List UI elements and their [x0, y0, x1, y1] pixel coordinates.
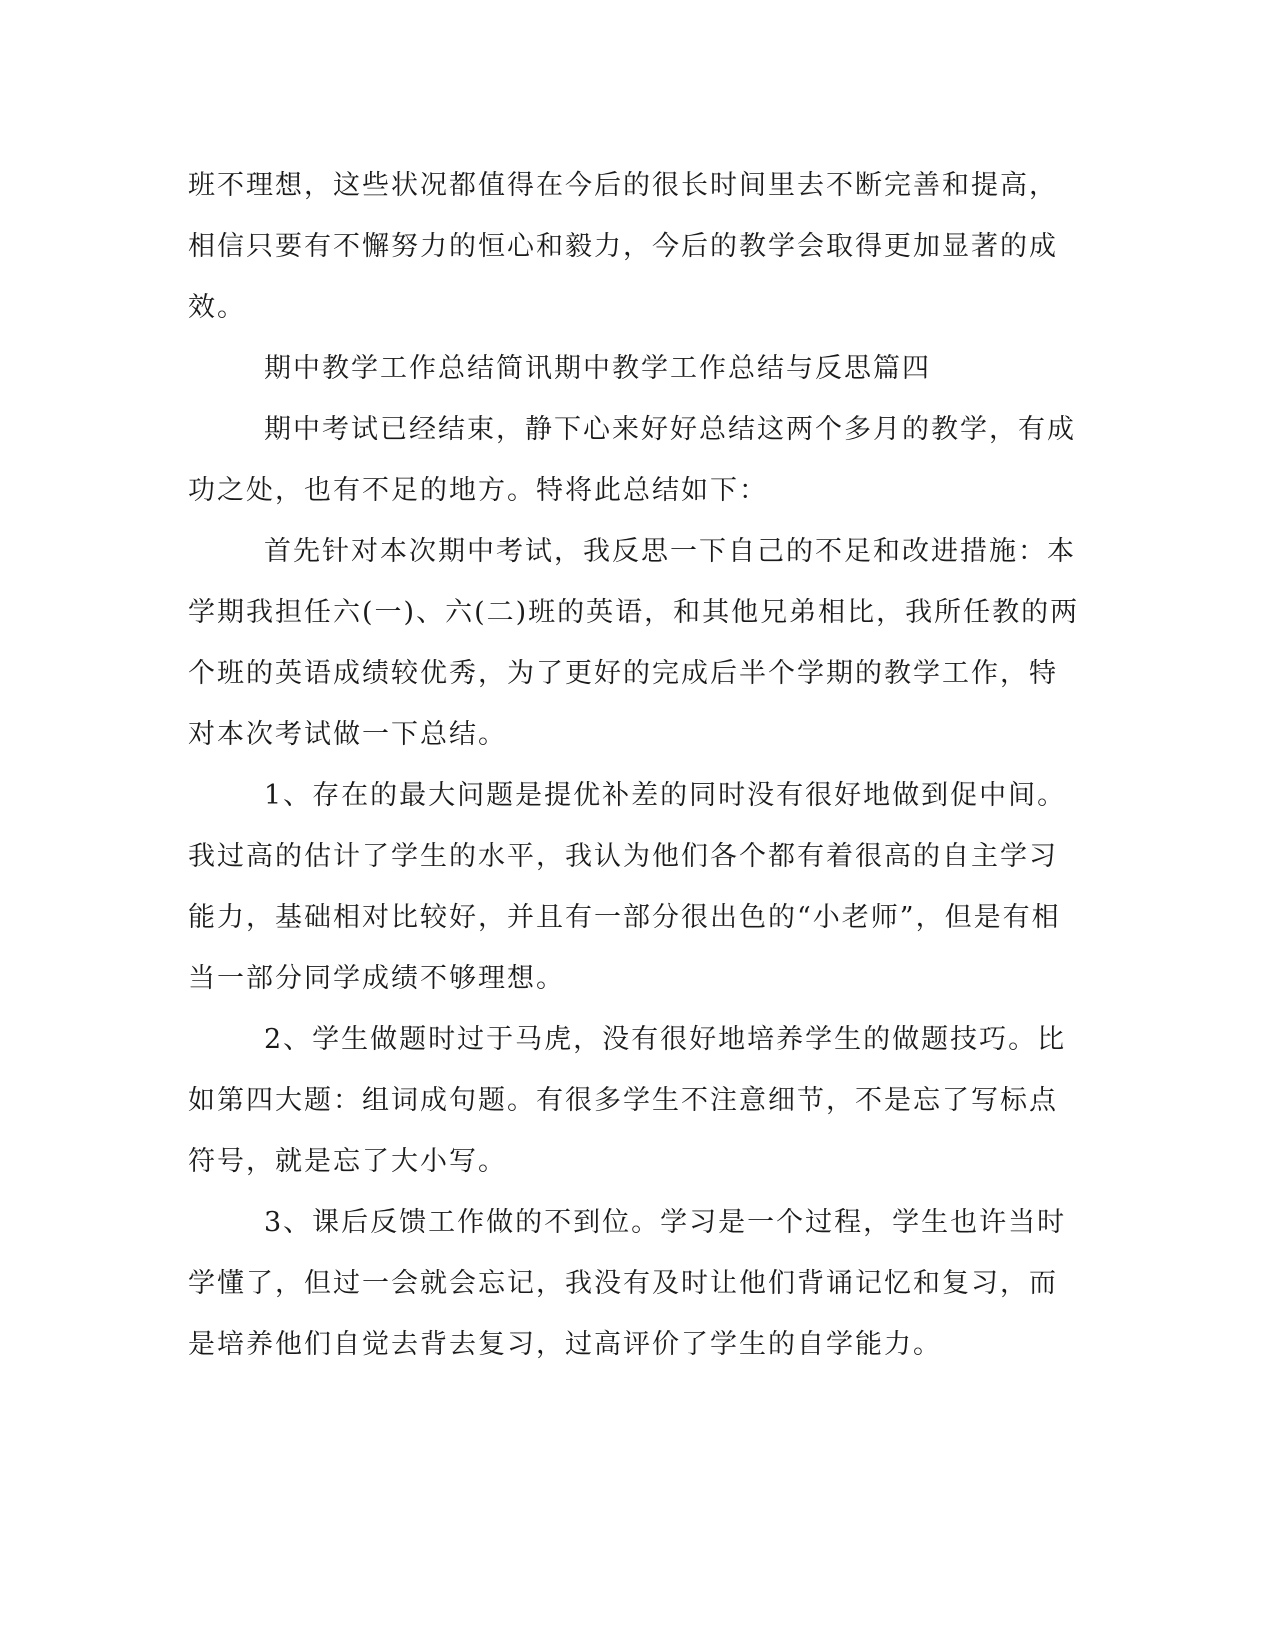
- text-line: 学懂了，但过一会就会忘记，我没有及时让他们背诵记忆和复习，而: [188, 1268, 1058, 1299]
- paragraph-point-2: [188, 1009, 1088, 1192]
- section-heading: [188, 338, 1088, 399]
- document-body: [188, 155, 1088, 1375]
- text-line: 符号，就是忘了大小写。: [188, 1146, 507, 1177]
- text-line: 3、课后反馈工作做的不到位。学习是一个过程，学生也许当时: [264, 1207, 1067, 1238]
- text-line: 能力，基础相对比较好，并且有一部分很出色的“小老师”，但是有相: [188, 902, 1061, 933]
- heading-line: 期中教学工作总结简讯期中教学工作总结与反思篇四: [264, 353, 931, 384]
- text-line: 个班的英语成绩较优秀，为了更好的完成后半个学期的教学工作，特: [188, 658, 1058, 689]
- text-line: 对本次考试做一下总结。: [188, 719, 507, 750]
- text-line: 功之处，也有不足的地方。特将此总结如下：: [188, 475, 768, 506]
- text-line: 2、学生做题时过于马虎，没有很好地培养学生的做题技巧。比: [264, 1024, 1067, 1055]
- text-line: 首先针对本次期中考试，我反思一下自己的不足和改进措施：本: [264, 536, 1076, 567]
- text-line: 如第四大题：组词成句题。有很多学生不注意细节，不是忘了写标点: [188, 1085, 1058, 1116]
- text-line: 效。: [188, 292, 246, 323]
- text-line: 1、存在的最大问题是提优补差的同时没有很好地做到促中间。: [264, 780, 1067, 811]
- text-line: 我过高的估计了学生的水平，我认为他们各个都有着很高的自主学习: [188, 841, 1058, 872]
- text-line: 期中考试已经结束，静下心来好好总结这两个多月的教学，有成: [264, 414, 1076, 445]
- paragraph-point-3: [188, 1192, 1088, 1375]
- text-line: 学期我担任六(一)、六(二)班的英语，和其他兄弟相比，我所任教的两: [188, 597, 1080, 628]
- text-line: 相信只要有不懈努力的恒心和毅力，今后的教学会取得更加显著的成: [188, 231, 1058, 262]
- text-line: 是培养他们自觉去背去复习，过高评价了学生的自学能力。: [188, 1329, 942, 1360]
- paragraph-intro: [188, 399, 1088, 521]
- paragraph-point-1: [188, 765, 1088, 1009]
- paragraph-reflection: [188, 521, 1088, 765]
- paragraph-continuation: [188, 155, 1088, 338]
- text-line: 班不理想，这些状况都值得在今后的很长时间里去不断完善和提高，: [188, 170, 1058, 201]
- text-line: 当一部分同学成绩不够理想。: [188, 963, 565, 994]
